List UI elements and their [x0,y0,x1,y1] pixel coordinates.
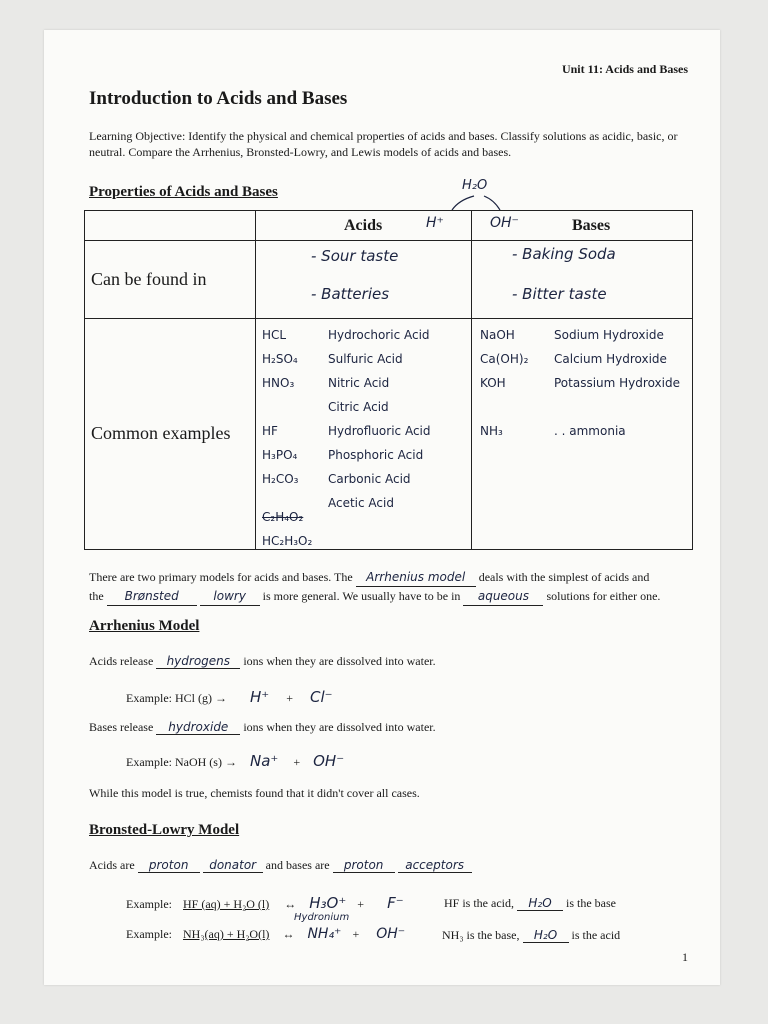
intro-text: solutions for either one. [546,589,661,603]
base-formula: NH₃ [480,424,503,438]
acid-formula: HCL [262,328,287,342]
plus-sign: + [352,927,360,941]
sentence-text: ions when they are dissolved into water. [243,654,436,668]
models-intro [89,568,709,606]
page-title: Introduction to Acids and Bases [89,88,348,109]
acid-name: Phosphoric Acid [328,448,424,462]
sentence-text: ions when they are dissolved into water. [243,720,436,734]
product-h-plus: H⁺ [249,688,270,706]
blank-base-water: H₂O [517,896,563,911]
sentence-text: and bases are [265,858,330,872]
acid-formula: H₂CO₃ [262,472,299,486]
found-in-label: Can be found in [91,269,207,289]
product-oh-minus: OH⁻ [376,926,406,942]
arrhenius-bases-line [89,720,436,735]
arrhenius-example-1 [126,688,333,706]
plus-sign: + [357,897,365,911]
annotation-arrows [444,192,514,212]
product-hydronium: H₃O⁺ [309,894,347,912]
blank-hydrogens: hydrogens [156,654,240,669]
acids-column-header: Acids [344,217,383,234]
blank-proton-2: proton [333,858,395,873]
sentence-text: Acids release [89,654,154,668]
h2o-annotation: H₂O [462,178,488,193]
equilibrium-arrow: ↔ [282,927,295,941]
product-cl-minus: Cl⁻ [309,688,333,706]
arrhenius-example-2 [126,752,344,770]
worksheet-page [44,30,720,985]
acid-name: Nitric Acid [328,376,390,390]
intro-text: the [89,589,104,603]
base-formula: Ca(OH)₂ [480,352,529,366]
example-label: Example: NaOH (s) → [126,755,237,769]
found-in-label-cell [85,241,256,319]
sentence-text: Bases release [89,720,154,734]
sentence-text: NH₃ is the base, [442,928,520,942]
corner-cell [85,211,256,241]
acids-header-cell [256,211,472,241]
oh-minus-annotation: OH⁻ [490,215,519,231]
bases-column-header: Bases [572,217,611,234]
acid-formula: H₂SO₄ [262,352,298,366]
product-f-minus: F⁻ [387,894,404,912]
acid-formula: HC₂H₃O₂ [262,534,313,548]
blank-bronsted: Brønsted [107,587,197,606]
sentence-text: is the acid [571,928,621,942]
base-name: . . ammonia [554,424,626,438]
acid-property-1: - Sour taste [311,247,399,265]
arrhenius-note: While this model is true, chemists found that it didn't cover all cases. [89,786,420,800]
sentence-text: is the base [566,896,616,910]
reactants: HF (aq) + H₂O (l) [182,897,270,911]
bases-header-cell [472,211,693,241]
base-name: Calcium Hydroxide [554,352,667,366]
blank-aqueous: aqueous [463,587,543,606]
intro-text: is more general. We usually have to be in [262,589,461,603]
hydronium-note: Hydronium [294,912,350,923]
intro-text: There are two primary models for acids and bases. The [89,570,353,584]
acid-name: Hydrochoric Acid [328,328,430,342]
base-formula: NaOH [480,328,515,342]
sentence-text: Acids are [89,858,135,872]
arrhenius-heading: Arrhenius Model [89,618,200,634]
blank-acceptors: acceptors [398,858,472,873]
acid-name: Hydrofluoric Acid [328,424,431,438]
product-oh-minus: OH⁻ [313,752,345,770]
bases-found-cell [472,241,693,319]
common-examples-label: Common examples [91,423,231,443]
blank-donator: donator [203,858,263,873]
table-header-row [85,211,693,241]
base-property-1: - Baking Soda [512,245,616,263]
base-name: Potassium Hydroxide [554,376,680,390]
blank-acid-water: H₂O [523,928,569,943]
example-label: Example: [126,927,172,941]
bronsted-example-2 [126,926,405,942]
learning-objective: Learning Objective: Identify the physical and chemical properties of acids and bases. Classify solutions as acidic, basic, or neutral. Compare the Arrhenius, Bronsted-Lowry, and Lewis models of acids and bases. [89,129,678,159]
equilibrium-arrow: ↔ [284,897,297,911]
reactants: NH₃(aq) + H₂O(l) [182,927,270,941]
base-examples-cell [472,319,693,550]
base-property-2: - Bitter taste [512,285,607,303]
h-plus-annotation: H⁺ [426,215,444,231]
acid-formula-crossed-out: C₂H₄O₂ [262,510,304,524]
common-examples-label-cell [85,319,256,550]
intro-text: deals with the simplest of acids and [478,570,650,584]
base-formula: KOH [480,376,506,390]
bronsted-example-1-roles [444,896,616,911]
found-in-row [85,241,693,319]
arrhenius-acids-line [89,654,436,669]
unit-label: Unit 11: Acids and Bases [561,62,688,76]
base-name: Sodium Hydroxide [554,328,664,342]
blank-hydroxide: hydroxide [156,720,240,735]
blank-arrhenius-model: Arrhenius model [356,568,476,587]
plus-sign: + [286,691,293,705]
common-examples-row [85,319,693,550]
product-na-plus: Na⁺ [249,752,279,770]
bronsted-example-1 [126,894,404,912]
acid-name: Carbonic Acid [328,472,411,486]
bronsted-example-2-roles [442,928,620,943]
product-ammonium: NH₄⁺ [307,926,342,942]
plus-sign: + [293,755,301,769]
acid-name: Acetic Acid [328,496,394,510]
blank-lowry: lowry [200,587,260,606]
properties-table [84,210,693,550]
bronsted-definition-line [89,858,472,873]
acid-formula: H₃PO₄ [262,448,298,462]
acid-property-2: - Batteries [311,285,390,303]
acid-name: Citric Acid [328,400,389,414]
bronsted-heading: Bronsted-Lowry Model [89,822,240,838]
page-number: 1 [682,950,688,964]
sentence-text: HF is the acid, [444,896,514,910]
acid-formula: HF [262,424,278,438]
acid-formula: HNO₃ [262,376,295,390]
example-label: Example: HCl (g) → [126,691,227,705]
acid-name: Sulfuric Acid [328,352,403,366]
properties-heading: Properties of Acids and Bases [89,184,278,200]
acids-found-cell [256,241,472,319]
example-label: Example: [126,897,172,911]
acid-examples-cell [256,319,472,550]
blank-proton-1: proton [138,858,200,873]
